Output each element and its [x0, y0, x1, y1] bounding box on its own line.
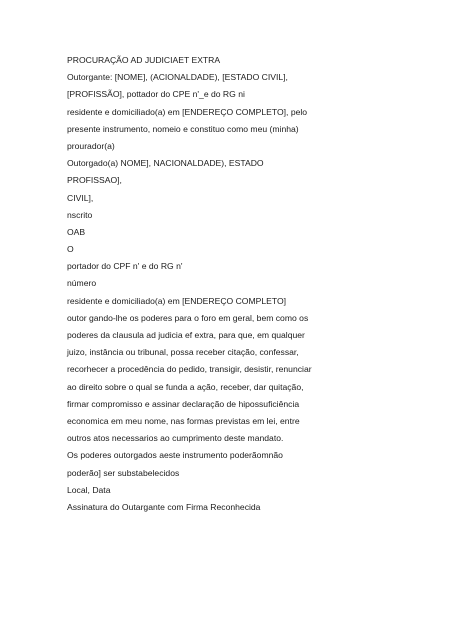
text-line: economica em meu nome, nas formas previstas em lei, entre: [67, 415, 300, 426]
text-line: outor gando-lhe os poderes para o foro em geral, bem como os: [67, 312, 309, 323]
text-line: prourador(a): [67, 140, 115, 151]
text-line: Outorgante: [NOME], (ACIONALDADE), [ESTADO CIVIL],: [67, 72, 288, 83]
text-line: [PROFISSÃO], pottador do CPE n'_e do RG ni: [67, 89, 245, 100]
document-title: PROCURAÇÃO AD JUDICIAET EXTRA: [67, 55, 221, 65]
signature-line: Assinatura do Outargante com Firma Reconhecida: [67, 501, 261, 512]
text-line: poderes da clausula ad judicia ef extra, para que, em qualquer: [67, 330, 305, 340]
text-line: poderão] ser substabelecidos: [67, 467, 180, 478]
text-line: residente e domiciliado(a) em [ENDEREÇO COMPLETO], pelo: [67, 106, 308, 117]
text-line: recorhecer a procedência do pedido, transigir, desistir, renunciar: [67, 364, 312, 375]
place-date-line: Local, Data: [67, 484, 111, 495]
text-line: ao direito sobre o qual se funda a ação, receber, dar quitação,: [67, 381, 304, 392]
text-line: portador do CPF n' e do RG n': [67, 261, 183, 272]
text-line: juizo, instância ou tribunal, possa receber citação, confessar,: [67, 347, 299, 358]
text-line: CIVIL],: [67, 192, 94, 203]
document-body: [67, 52, 467, 516]
text-line: presente instrumento, nomeio e constituo como meu (minha): [67, 123, 299, 134]
text-line: número: [67, 278, 97, 289]
text-line: outros atos necessarios ao cumprimento deste mandato.: [67, 433, 284, 444]
text-line: O: [67, 244, 74, 255]
text-line: Outorgado(a) NOME], NACIONALDADE), ESTADO: [67, 158, 264, 169]
text-line: firmar compromisso e assinar declaração de hipossuficiência: [67, 398, 300, 409]
text-line: Os poderes outorgados aeste instrumento poderãomnão: [67, 450, 283, 461]
text-line: PROFISSAO],: [67, 175, 122, 186]
text-line: nscrito: [67, 209, 93, 220]
text-line: OAB: [67, 226, 86, 237]
text-line: residente e domiciliado(a) em [ENDEREÇO COMPLETO]: [67, 295, 287, 306]
